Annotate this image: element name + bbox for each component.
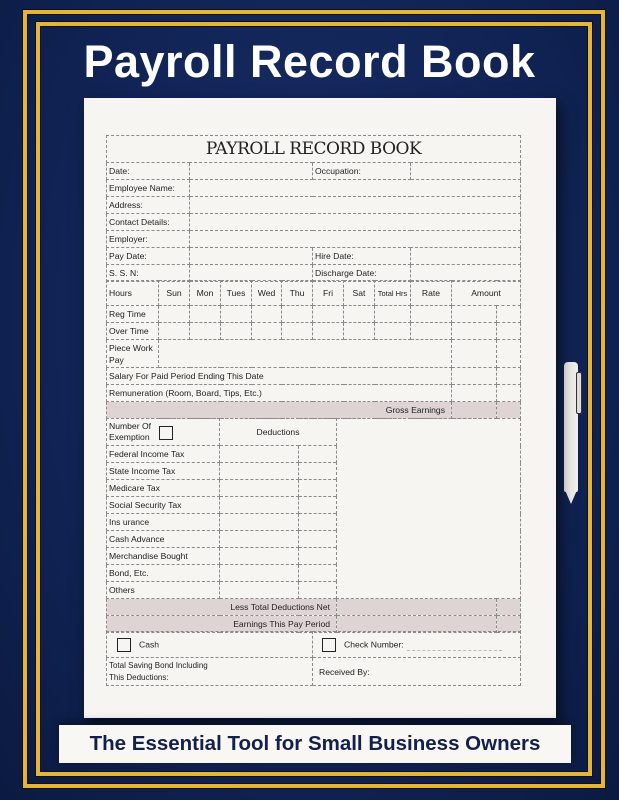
cell[interactable] [452,340,497,368]
header-amount: Amount [452,281,521,306]
deduction-label: Ins urance [107,514,220,531]
employer-field[interactable] [190,231,521,248]
contact-field[interactable] [190,214,521,231]
header-hours: Hours [107,281,159,306]
deduction-label: Merchandise Bought [107,548,220,565]
cell[interactable] [375,306,411,323]
date-label: Date: [107,163,190,180]
cell[interactable] [337,616,497,633]
ssn-field[interactable] [190,265,313,282]
check-option[interactable] [313,632,521,658]
cell[interactable] [221,306,252,323]
cash-option[interactable] [107,632,313,658]
discharge-date-field[interactable] [411,265,521,282]
cell[interactable] [282,306,313,323]
employer-label: Employer: [107,231,190,248]
cell[interactable] [299,446,337,463]
cell[interactable] [299,548,337,565]
occupation-field[interactable] [411,163,521,180]
cell[interactable] [497,306,521,323]
form-title: PAYROLL RECORD BOOK [107,136,521,163]
cell[interactable] [497,323,521,340]
cell[interactable] [220,582,299,599]
cell[interactable] [497,385,521,402]
cash-checkbox[interactable] [117,638,131,652]
hire-date-label: Hire Date: [313,248,411,265]
header-total-hrs: Total Hrs [375,281,411,306]
cell[interactable] [220,446,299,463]
cell[interactable] [299,463,337,480]
piece-work-field[interactable] [159,340,452,368]
header-fri: Fri [313,281,344,306]
reg-time-label: Reg Time [107,306,159,323]
ssn-label: S. S. N: [107,265,190,282]
deduction-label: Social Security Tax [107,497,220,514]
header-rate: Rate [411,281,452,306]
cell[interactable] [299,582,337,599]
cell[interactable] [220,531,299,548]
over-time-label: Over Time [107,323,159,340]
check-number-line[interactable] [407,650,502,651]
cell[interactable] [313,323,344,340]
cell[interactable] [220,514,299,531]
notes-area[interactable] [337,419,521,599]
cell[interactable] [344,306,375,323]
cover-title: Payroll Record Book [83,36,536,87]
occupation-label: Occupation: [313,163,411,180]
deduction-label: Medicare Tax [107,480,220,497]
cell[interactable] [252,306,282,323]
cash-label: Cash [139,638,160,649]
header-thu: Thu [282,281,313,306]
cell[interactable] [452,402,497,419]
cell[interactable] [337,599,497,616]
deduction-label: Bond, Etc. [107,565,220,582]
less-total-label: Less Total Deductions Net [107,599,337,616]
cell[interactable] [375,323,411,340]
cell[interactable] [313,306,344,323]
exemption-text: Number Of Exemption [109,421,152,442]
salary-label: Salary For Paid Period Ending This Date [107,368,452,385]
cell[interactable] [452,323,497,340]
cell[interactable] [344,323,375,340]
cell[interactable] [497,340,521,368]
employee-info-table [106,135,521,282]
date-field[interactable] [190,163,313,180]
check-number-label: Check Number: [344,638,404,649]
cell[interactable] [497,599,521,616]
cell[interactable] [299,514,337,531]
cell[interactable] [159,306,190,323]
deduction-label: State Income Tax [107,463,220,480]
cell[interactable] [299,565,337,582]
received-by-label: Received By: [313,658,521,686]
employee-name-field[interactable] [190,180,521,197]
exemption-checkbox[interactable] [159,426,173,440]
address-label: Address: [107,197,190,214]
cell[interactable] [299,531,337,548]
cell[interactable] [411,323,452,340]
hire-date-field[interactable] [411,248,521,265]
cell[interactable] [497,616,521,633]
cell[interactable] [220,548,299,565]
cell[interactable] [452,368,497,385]
pen-tip [565,490,577,504]
deductions-header: Deductions [220,419,337,446]
piece-work-label: Piece Work Pay [107,340,159,368]
pen-clip [576,372,582,414]
cell[interactable] [220,497,299,514]
cell[interactable] [299,480,337,497]
discharge-date-label: Discharge Date: [313,265,411,282]
deduction-label: Cash Advance [107,531,220,548]
cell[interactable] [220,480,299,497]
cell[interactable] [220,565,299,582]
cell[interactable] [497,402,521,419]
cell[interactable] [411,306,452,323]
cover-subtitle: The Essential Tool for Small Business Owners [59,725,571,763]
hours-table [106,280,521,419]
cell[interactable] [190,323,221,340]
cell[interactable] [299,497,337,514]
header-sat: Sat [344,281,375,306]
deductions-table [106,418,521,633]
deduction-label: Others [107,582,220,599]
cell[interactable] [159,323,190,340]
pay-date-field[interactable] [190,248,313,265]
deduction-label: Federal Income Tax [107,446,220,463]
header-mon: Mon [190,281,221,306]
cell[interactable] [252,323,282,340]
cell[interactable] [282,323,313,340]
contact-label: Contact Details: [107,214,190,231]
employee-name-label: Employee Name: [107,180,190,197]
cell[interactable] [452,306,497,323]
exemption-label [107,419,220,446]
remuneration-label: Remuneration (Room, Board, Tips, Etc.) [107,385,452,402]
earnings-period-label: Earnings This Pay Period [107,616,337,633]
address-field[interactable] [190,197,521,214]
cell[interactable] [452,385,497,402]
cell[interactable] [190,306,221,323]
header-sun: Sun [159,281,190,306]
pay-date-label: Pay Date: [107,248,190,265]
header-wed: Wed [252,281,282,306]
cell[interactable] [220,463,299,480]
total-saving-label: Total Saving Bond Including This Deductions: [107,658,313,686]
gross-earnings-label: Gross Earnings [107,402,452,419]
cell[interactable] [497,368,521,385]
payment-table [106,631,521,686]
cell[interactable] [221,323,252,340]
check-checkbox[interactable] [322,638,336,652]
header-tues: Tues [221,281,252,306]
